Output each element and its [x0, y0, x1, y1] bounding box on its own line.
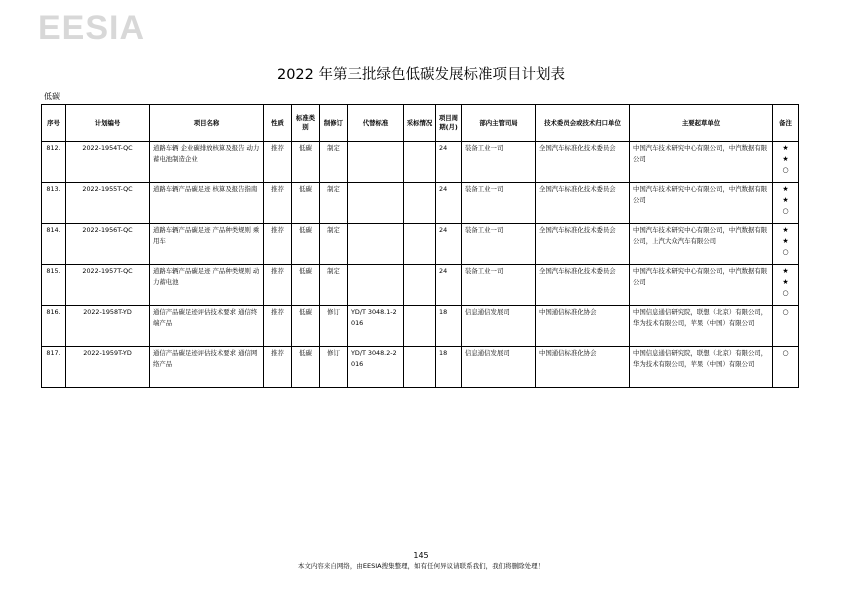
row-number: 813.: [42, 183, 66, 224]
project-name: 通信产品碳足迹评估技术要求 通信网络产品: [150, 347, 264, 388]
star-icon: ★: [782, 278, 789, 286]
star-icon: ★: [782, 144, 789, 152]
footer-note: 本文内容来自网络，由EESIA搜集整理，如有任何异议请联系我们，我们将删除处理！: [297, 562, 545, 570]
table-row: [42, 142, 799, 183]
nature: 推荐: [264, 224, 292, 265]
star-icon: ★: [782, 237, 789, 245]
header-cell: 项目名称: [150, 105, 264, 142]
replaced-standard: [348, 183, 404, 224]
drafting-units: 中国汽车技术研究中心有限公司，中汽数据有限公司: [630, 183, 773, 224]
project-cycle: 18: [436, 347, 462, 388]
nature: 推荐: [264, 347, 292, 388]
table-row: [42, 183, 799, 224]
page-number: 145: [413, 551, 429, 560]
remarks: [773, 142, 799, 183]
standard-type: 低碳: [292, 224, 320, 265]
technical-committee: 全国汽车标准化技术委员会: [536, 142, 630, 183]
circle-icon: ○: [782, 248, 789, 256]
header-cell: 项目周期(月): [436, 105, 462, 142]
page-title: 2022 年第三批绿色低碳发展标准项目计划表: [276, 67, 565, 83]
header-cell: 标准类别: [292, 105, 320, 142]
replaced-standard: YD/T 3048.2-2016: [348, 347, 404, 388]
revision-type: 制定: [320, 183, 348, 224]
project-cycle: 18: [436, 306, 462, 347]
header-cell: 采标情况: [404, 105, 436, 142]
header-cell: 计划编号: [66, 105, 150, 142]
department: 装备工业一司: [462, 183, 536, 224]
nature: 推荐: [264, 306, 292, 347]
project-name: 道路车辆产品碳足迹 产品种类规则 乘用车: [150, 224, 264, 265]
project-name: 道路车辆 企业碳排放核算及报告 动力蓄电池制造企业: [150, 142, 264, 183]
department: 装备工业一司: [462, 142, 536, 183]
circle-icon: ○: [782, 349, 789, 357]
plan-number: 2022-1959T-YD: [66, 347, 150, 388]
remarks: [773, 265, 799, 306]
technical-committee: 全国汽车标准化技术委员会: [536, 183, 630, 224]
plan-number: 2022-1955T-QC: [66, 183, 150, 224]
standard-type: 低碳: [292, 183, 320, 224]
plan-number: 2022-1958T-YD: [66, 306, 150, 347]
star-icon: ★: [782, 267, 789, 275]
adoption-status: [404, 265, 436, 306]
circle-icon: ○: [782, 207, 789, 215]
row-number: 815.: [42, 265, 66, 306]
department: 信息通信发展司: [462, 347, 536, 388]
project-name: 道路车辆产品碳足迹 核算及报告指南: [150, 183, 264, 224]
table-row: [42, 306, 799, 347]
drafting-units: 中国汽车技术研究中心有限公司，中汽数据有限公司: [630, 142, 773, 183]
adoption-status: [404, 306, 436, 347]
plan-number: 2022-1957T-QC: [66, 265, 150, 306]
revision-type: 修订: [320, 347, 348, 388]
header-cell: 部内主管司局: [462, 105, 536, 142]
adoption-status: [404, 183, 436, 224]
standard-type: 低碳: [292, 306, 320, 347]
technical-committee: 全国汽车标准化技术委员会: [536, 224, 630, 265]
standards-plan-table: [41, 104, 799, 388]
row-number: 812.: [42, 142, 66, 183]
header-cell: 技术委员会或技术归口单位: [536, 105, 630, 142]
standard-type: 低碳: [292, 347, 320, 388]
header-cell: 序号: [42, 105, 66, 142]
star-icon: ★: [782, 196, 789, 204]
replaced-standard: [348, 265, 404, 306]
circle-icon: ○: [782, 289, 789, 297]
technical-committee: 全国汽车标准化技术委员会: [536, 265, 630, 306]
adoption-status: [404, 347, 436, 388]
project-cycle: 24: [436, 183, 462, 224]
standard-type: 低碳: [292, 265, 320, 306]
replaced-standard: [348, 224, 404, 265]
remarks: [773, 306, 799, 347]
remarks: [773, 347, 799, 388]
plan-number: 2022-1956T-QC: [66, 224, 150, 265]
table-row: [42, 224, 799, 265]
header-cell: 性质: [264, 105, 292, 142]
star-icon: ★: [782, 155, 789, 163]
remarks: [773, 183, 799, 224]
nature: 推荐: [264, 265, 292, 306]
revision-type: 修订: [320, 306, 348, 347]
row-number: 814.: [42, 224, 66, 265]
project-name: 通信产品碳足迹评估技术要求 通信终端产品: [150, 306, 264, 347]
replaced-standard: YD/T 3048.1-2016: [348, 306, 404, 347]
project-cycle: 24: [436, 224, 462, 265]
star-icon: ★: [782, 185, 789, 193]
department: 信息通信发展司: [462, 306, 536, 347]
project-cycle: 24: [436, 142, 462, 183]
project-cycle: 24: [436, 265, 462, 306]
drafting-units: 中国汽车技术研究中心有限公司，中汽数据有限公司: [630, 265, 773, 306]
revision-type: 制定: [320, 142, 348, 183]
circle-icon: ○: [782, 166, 789, 174]
replaced-standard: [348, 142, 404, 183]
drafting-units: 中国信息通信研究院，联想（北京）有限公司，华为技术有限公司，苹果（中国）有限公司: [630, 347, 773, 388]
nature: 推荐: [264, 183, 292, 224]
adoption-status: [404, 142, 436, 183]
row-number: 817.: [42, 347, 66, 388]
category-label: 低碳: [44, 92, 60, 101]
plan-number: 2022-1954T-QC: [66, 142, 150, 183]
technical-committee: 中国通信标准化协会: [536, 347, 630, 388]
nature: 推荐: [264, 142, 292, 183]
revision-type: 制定: [320, 224, 348, 265]
eesia-logo: EESIA: [38, 9, 146, 47]
department: 装备工业一司: [462, 265, 536, 306]
header-cell: 代替标准: [348, 105, 404, 142]
circle-icon: ○: [782, 308, 789, 316]
standard-type: 低碳: [292, 142, 320, 183]
drafting-units: 中国汽车技术研究中心有限公司，中汽数据有限公司，上汽大众汽车有限公司: [630, 224, 773, 265]
drafting-units: 中国信息通信研究院，联想（北京）有限公司，华为技术有限公司，苹果（中国）有限公司: [630, 306, 773, 347]
department: 装备工业一司: [462, 224, 536, 265]
header-cell: 备注: [773, 105, 799, 142]
header-cell: 制修订: [320, 105, 348, 142]
technical-committee: 中国通信标准化协会: [536, 306, 630, 347]
table-header-row: [42, 105, 799, 142]
row-number: 816.: [42, 306, 66, 347]
revision-type: 制定: [320, 265, 348, 306]
adoption-status: [404, 224, 436, 265]
remarks: [773, 224, 799, 265]
project-name: 道路车辆产品碳足迹 产品种类规则 动力蓄电池: [150, 265, 264, 306]
table-row: [42, 347, 799, 388]
header-cell: 主要起草单位: [630, 105, 773, 142]
table-row: [42, 265, 799, 306]
star-icon: ★: [782, 226, 789, 234]
